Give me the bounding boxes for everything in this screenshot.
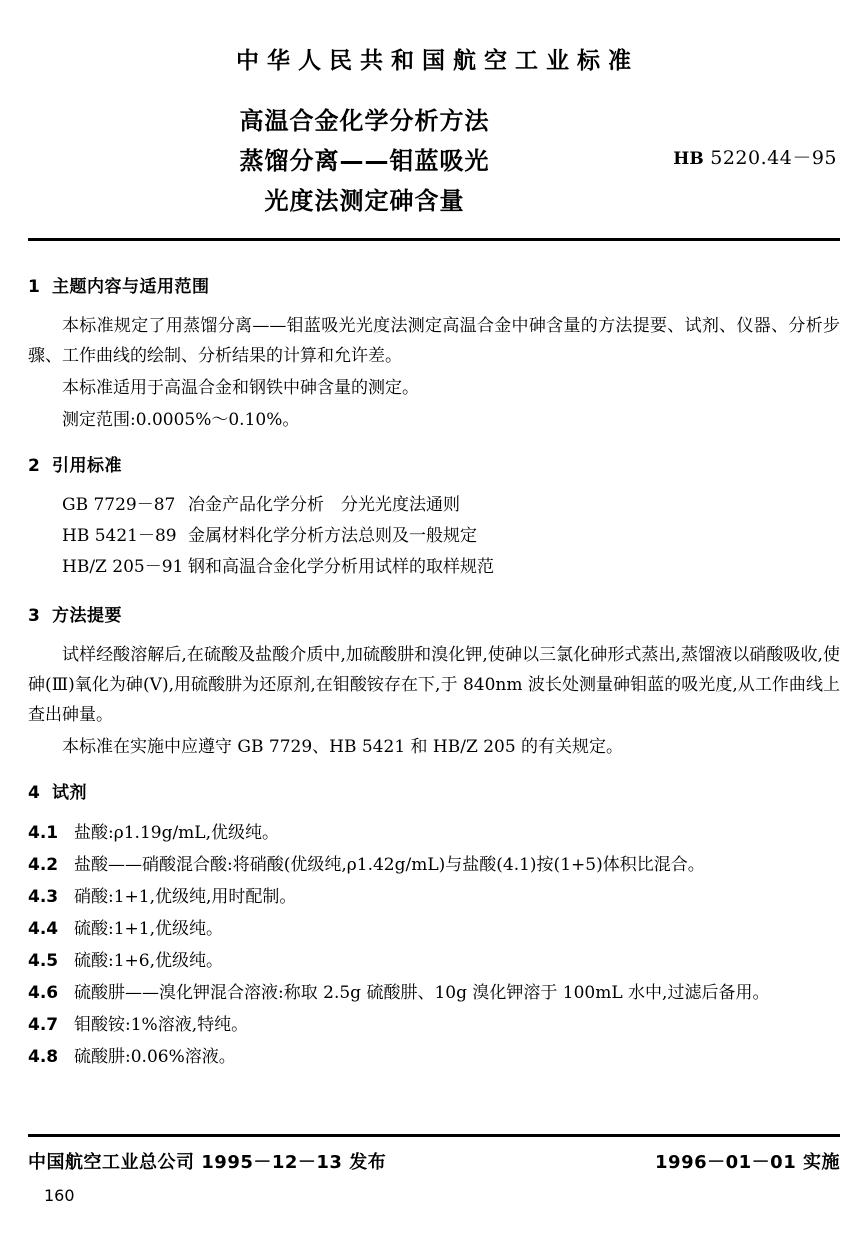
section-1-paragraph-3: 测定范围:0.0005%～0.10%。 (62, 410, 300, 430)
standard-number-prefix: HB (673, 149, 704, 169)
reagent-text: 盐酸——硝酸混合酸:将硝酸(优级纯,ρ1.42g/mL)与盐酸(4.1)按(1+5)体积比混合。 (74, 855, 705, 875)
section-title-4: 试剂 (52, 783, 87, 803)
reagent-item (28, 817, 840, 849)
implementation-statement: 1996－01－01 实施 (655, 1152, 840, 1173)
section-heading-1 (28, 272, 840, 297)
section-title-2: 引用标准 (52, 456, 122, 476)
standard-number-value: 5220.44－95 (710, 147, 837, 169)
document-body (28, 272, 840, 1073)
reagent-item (28, 881, 840, 913)
reagent-item (28, 1009, 840, 1041)
reference-item (28, 521, 840, 552)
section-3-paragraph-2: 本标准在实施中应遵守 GB 7729、HB 5421 和 HB/Z 205 的有关规定。 (62, 737, 624, 757)
reference-item (28, 490, 840, 521)
section-heading-3 (28, 601, 840, 626)
document-footer (28, 1148, 840, 1174)
reagent-number: 4.3 (28, 887, 59, 907)
reagent-text: 硝酸:1+1,优级纯,用时配制。 (74, 887, 297, 907)
section-3-paragraph-1: 试样经酸溶解后,在硫酸及盐酸介质中,加硫酸肼和溴化钾,使砷以三氯化砷形式蒸出,蒸馏液以硝酸吸收,使砷(Ⅲ)氧化为砷(Ⅴ),用硫酸肼为还原剂,在钼酸铵存在下,于 840nm 波长处测量砷钼蓝的吸光度,从工作曲线上查出砷量。 (28, 645, 840, 725)
title-line-1: 高温合金化学分析方法 (239, 107, 490, 135)
reagent-list (28, 817, 840, 1073)
reference-code: HB/Z 205－91 (62, 557, 184, 577)
reagent-text: 硫酸:1+6,优级纯。 (74, 951, 224, 971)
reagent-text: 硫酸肼:0.06%溶液。 (74, 1047, 236, 1067)
reagent-number: 4.6 (28, 983, 59, 1003)
reagent-number: 4.5 (28, 951, 59, 971)
authority-header: 中华人民共和国航空工业标准 (236, 48, 639, 74)
reagent-item (28, 849, 840, 881)
title-line-3: 光度法测定砷含量 (264, 187, 465, 215)
section-title-1: 主题内容与适用范围 (52, 277, 210, 297)
header-divider (28, 238, 840, 241)
section-number-3: 3 (28, 606, 41, 626)
reagent-item (28, 913, 840, 945)
reference-title: 冶金产品化学分析 分光光度法通则 (188, 495, 460, 515)
reference-code: HB 5421－89 (62, 526, 177, 546)
standard-number (673, 143, 837, 170)
reference-code: GB 7729－87 (62, 495, 176, 515)
section-heading-2 (28, 451, 840, 476)
reagent-number: 4.1 (28, 823, 59, 843)
reagent-item (28, 977, 840, 1009)
section-1-paragraph-1: 本标准规定了用蒸馏分离——钼蓝吸光光度法测定高温合金中砷含量的方法提要、试剂、仪器、分析步骤、工作曲线的绘制、分析结果的计算和允许差。 (28, 316, 840, 366)
reference-item (28, 552, 840, 583)
section-title-3: 方法提要 (52, 606, 122, 626)
section-number-1: 1 (28, 277, 41, 297)
page-number: 160 (44, 1186, 75, 1205)
reagent-text: 硫酸:1+1,优级纯。 (74, 919, 224, 939)
section-number-2: 2 (28, 456, 41, 476)
section-1-paragraph-2: 本标准适用于高温合金和钢铁中砷含量的测定。 (62, 378, 419, 398)
section-number-4: 4 (28, 783, 41, 803)
title-line-2: 蒸馏分离——钼蓝吸光 (239, 147, 490, 175)
reference-standard-list (28, 490, 840, 583)
reference-title: 金属材料化学分析方法总则及一般规定 (188, 526, 477, 546)
reagent-number: 4.4 (28, 919, 59, 939)
reagent-number: 4.7 (28, 1015, 59, 1035)
reagent-text: 硫酸肼——溴化钾混合溶液:称取 2.5g 硫酸肼、10g 溴化钾溶于 100mL 水中,过滤后备用。 (74, 983, 770, 1003)
section-heading-4 (28, 778, 840, 803)
reagent-text: 钼酸铵:1%溶液,特纯。 (74, 1015, 249, 1035)
title-block (0, 101, 867, 223)
reagent-number: 4.8 (28, 1047, 59, 1067)
reagent-item (28, 945, 840, 977)
reference-title: 钢和高温合金化学分析用试样的取样规范 (188, 557, 494, 577)
footer-divider (28, 1134, 840, 1137)
reagent-number: 4.2 (28, 855, 59, 875)
reagent-text: 盐酸:ρ1.19g/mL,优级纯。 (74, 823, 279, 843)
issuer-statement: 中国航空工业总公司 1995－12－13 发布 (28, 1152, 387, 1173)
reagent-item (28, 1041, 840, 1073)
